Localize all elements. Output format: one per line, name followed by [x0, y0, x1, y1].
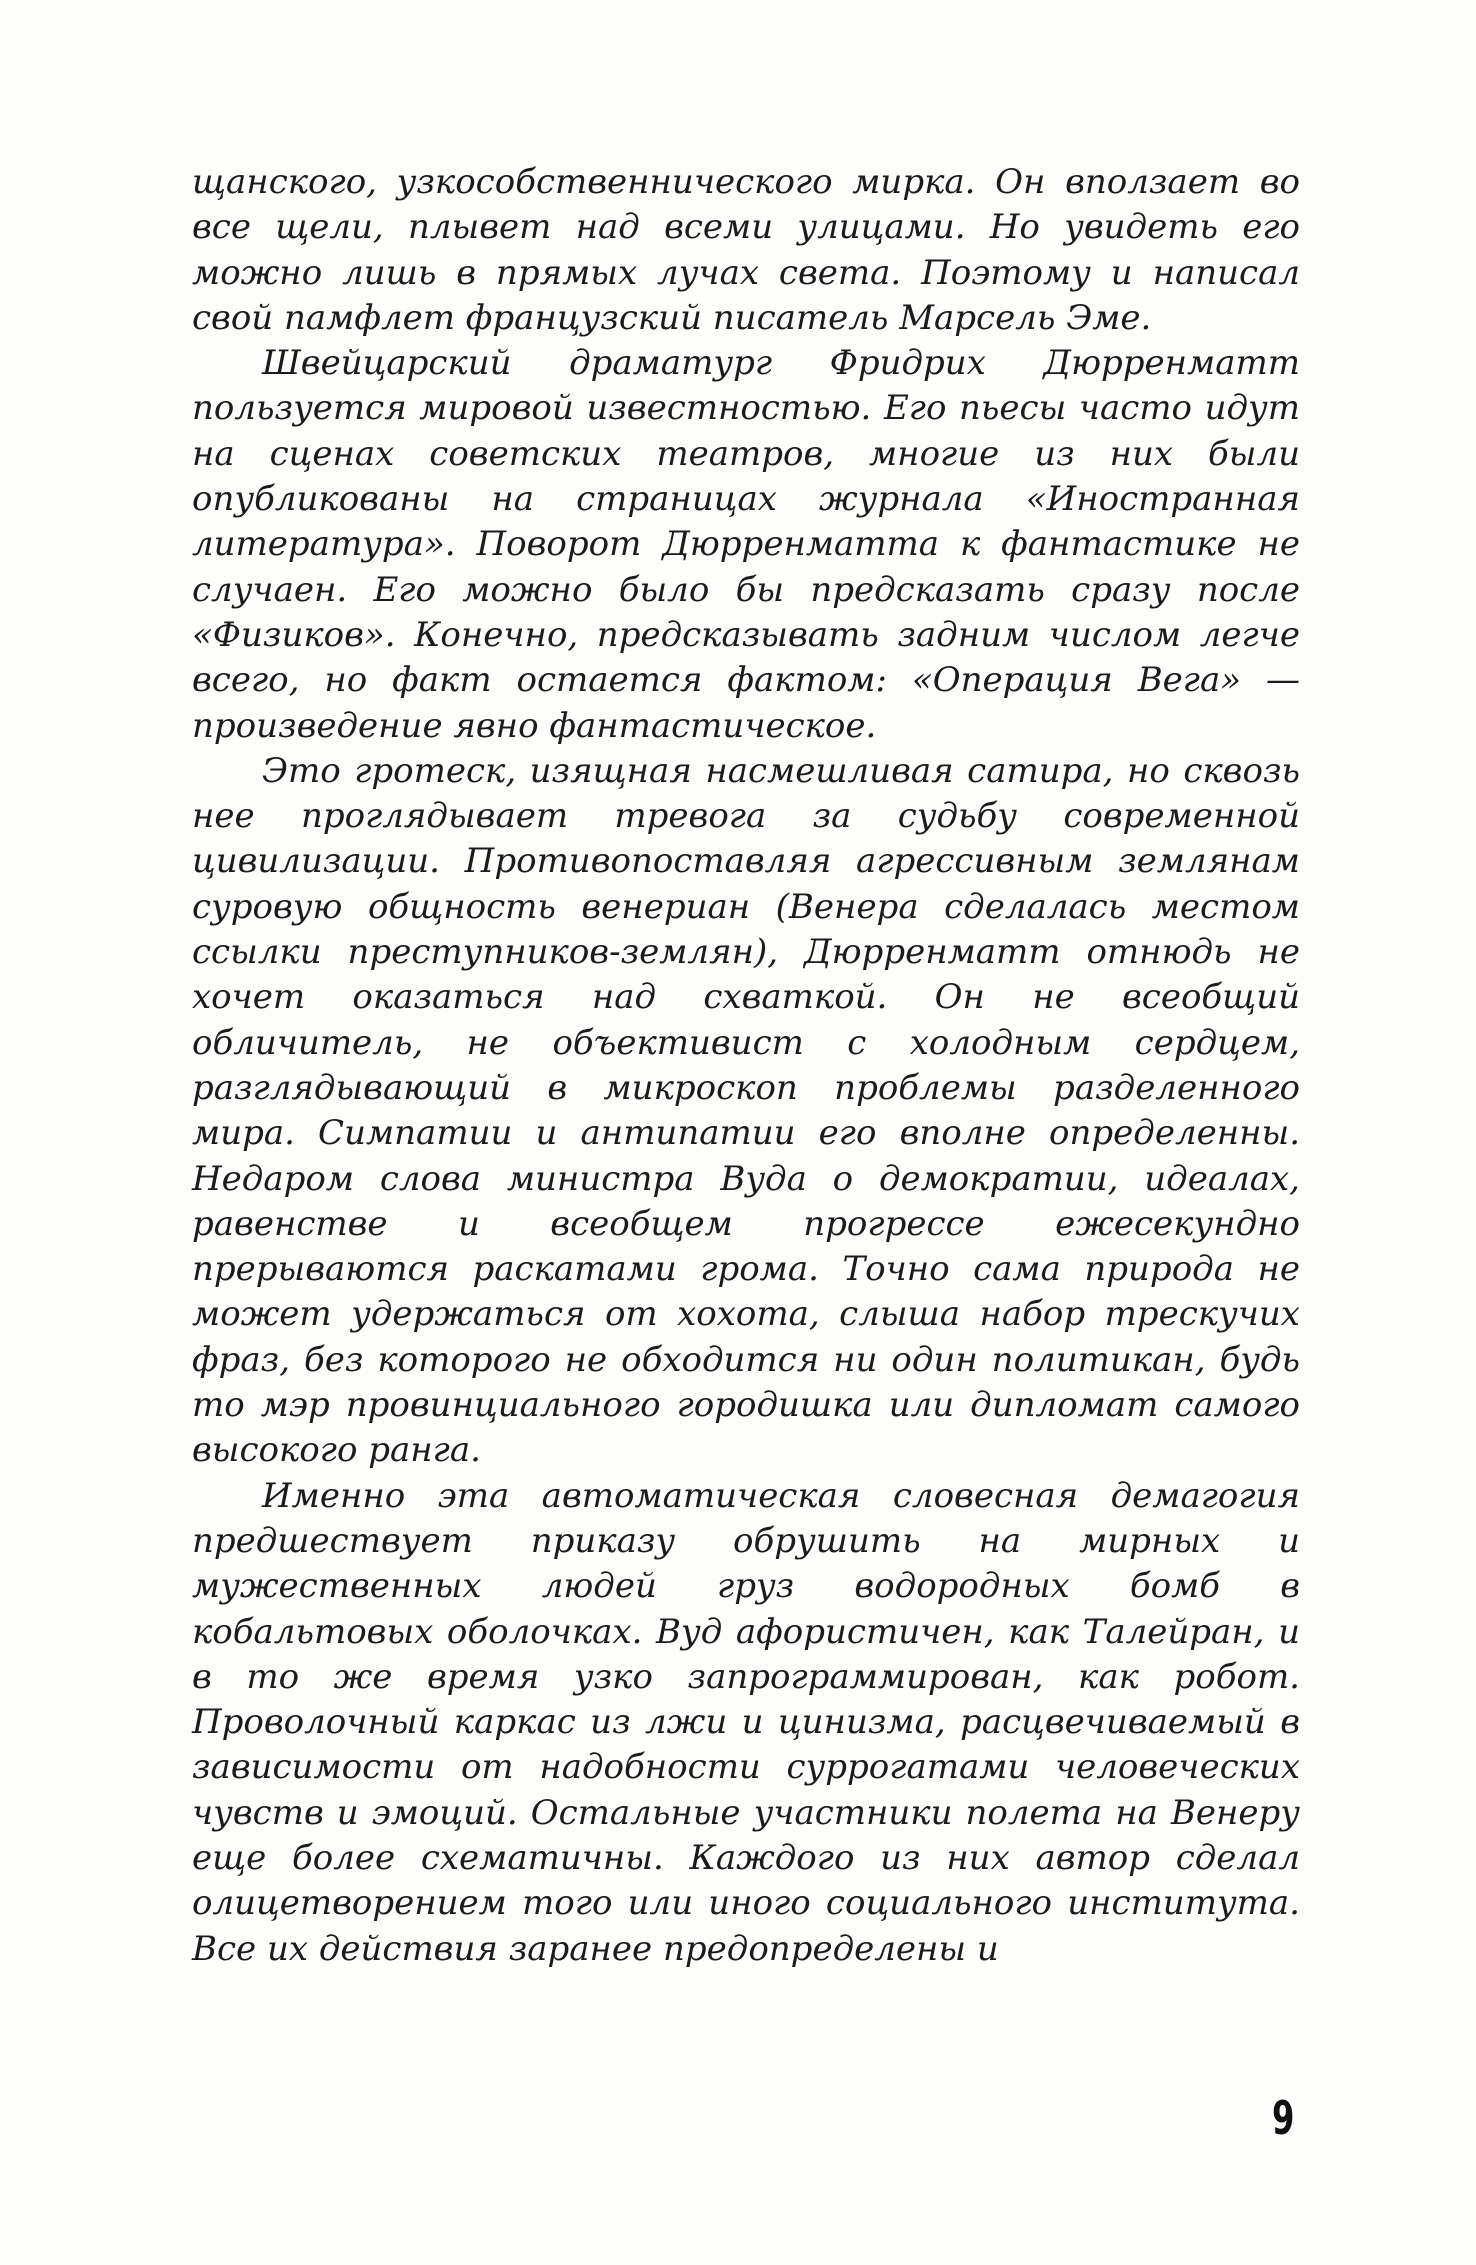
- page-number: 9: [1272, 2091, 1295, 2145]
- paragraph-2: Швейцарский драматург Фридрих Дюрренматт пользуется мировой известностью. Его пьесы часто идут на сценах советских театров, многие из них были опубликованы на страницах журнала «Иностранная литература». Поворот Дюрренматта к фантастике не случаен. Его можно было бы предсказать сразу после «Физиков». Конечно, предсказывать задним числом легче всего, но факт остается фактом: «Операция Вега» — произведение явно фантастическое.: [192, 343, 1300, 746]
- paragraph-4: Именно эта автоматическая словесная демагогия предшествует приказу обрушить на мирных и мужественных людей груз водородных бомб в кобальтовых оболочках. Вуд афористичен, как Талейран, и в то же время узко запрограммирован, как робот. Проволочный каркас из лжи и цинизма, расцвечиваемый в зависимости от надобности суррогатами человеческих чувств и эмоций. Остальные участники полета на Венеру еще более схематичны. Каждого из них автор сделал олицетворением того или иного социального института. Все их действия заранее предопределены и: [192, 1475, 1300, 1969]
- body-text: [192, 160, 1300, 1972]
- paragraph-3: Это гротеск, изящная насмешливая сатира, но сквозь нее проглядывает тревога за судьбу современной цивилизации. Противопоставляя агрессивным землянам суровую общность венериан (Венера сделалась местом ссылки преступников-землян), Дюрренматт отнюдь не хочет оказаться над схваткой. Он не всеобщий обличитель, не объективист с холодным сердцем, разглядывающий в микроскоп проблемы разделенного мира. Симпатии и антипатии его вполне определенны. Недаром слова министра Вуда о демократии, идеалах, равенстве и всеобщем прогрессе ежесекундно прерываются раскатами грома. Точно сама природа не может удержаться от хохота, слыша набор трескучих фраз, без которого не обходится ни один политикан, будь то мэр провинциального городишка или дипломат самого высокого ранга.: [192, 750, 1300, 1471]
- paragraph-1: щанского, узкособственнического мирка. Он вползает во все щели, плывет над всеми улицами. Но увидеть его можно лишь в прямых лучах света. Поэтому и написал свой памфлет французский писатель Марсель Эме.: [192, 162, 1300, 338]
